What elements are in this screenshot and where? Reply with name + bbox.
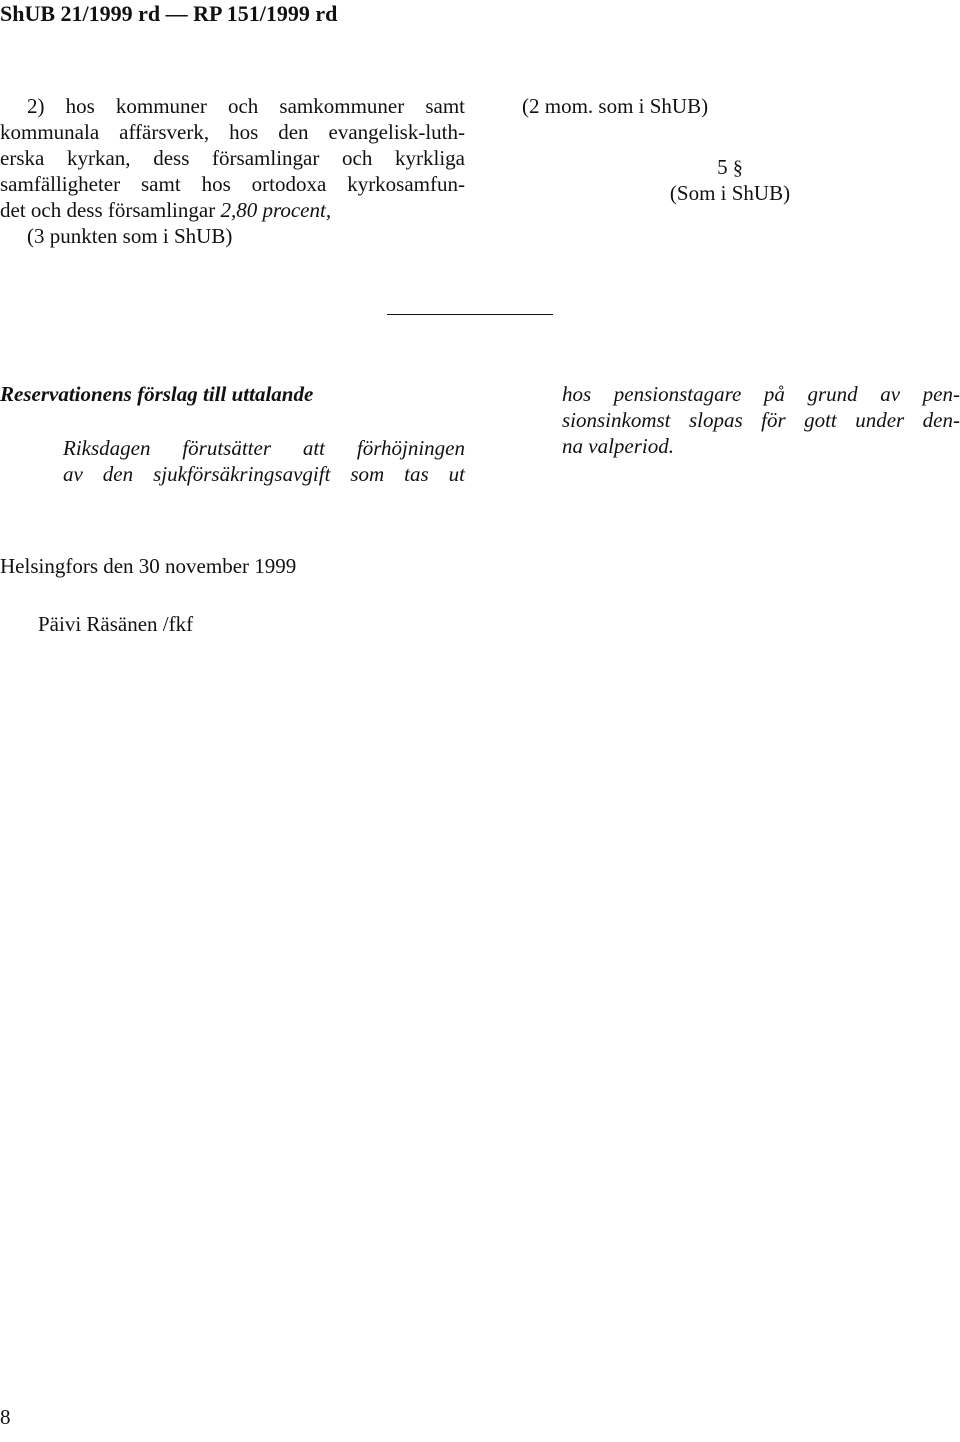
rate-emphasis: 2,80 procent, <box>220 198 332 222</box>
text-line: kommunala affärsverk, hos den evangelisk-luth- <box>0 120 465 144</box>
reference-line: (3 punkten som i ShUB) <box>27 224 233 248</box>
text-line: samfälligheter samt hos ortodoxa kyrkosamfun- <box>0 172 465 196</box>
reservation-text-line: sionsinkomst slopas för gott under den- <box>562 408 960 432</box>
section-sign-icon: § <box>732 157 743 179</box>
reservation-text-line: av den sjukförsäkringsavgift som tas ut <box>63 462 465 486</box>
text-line: 2) hos kommuner och samkommuner samt <box>27 94 465 118</box>
document-header: ShUB 21/1999 rd — RP 151/1999 rd <box>0 1 338 26</box>
place-date: Helsingfors den 30 november 1999 <box>0 554 297 578</box>
signatory-name: Päivi Räsänen /fkf <box>38 612 194 636</box>
reservation-text-line: Riksdagen förutsätter att förhöjningen <box>63 436 465 460</box>
text-segment: det och dess församlingar <box>0 198 216 222</box>
reservation-text-line: na valperiod. <box>562 434 674 458</box>
text-line <box>0 197 331 223</box>
page-number: 8 <box>0 1405 11 1429</box>
mom-reference: (2 mom. som i ShUB) <box>522 94 709 118</box>
section-number: 5 <box>717 155 728 179</box>
reservation-heading: Reservationens förslag till uttalande <box>0 382 314 406</box>
section-heading <box>630 154 830 181</box>
section-reference: (Som i ShUB) <box>669 181 791 205</box>
text-line: erska kyrkan, dess församlingar och kyrkliga <box>0 146 465 170</box>
section-divider <box>387 314 553 315</box>
reservation-text-line: hos pensionstagare på grund av pen- <box>562 382 960 406</box>
